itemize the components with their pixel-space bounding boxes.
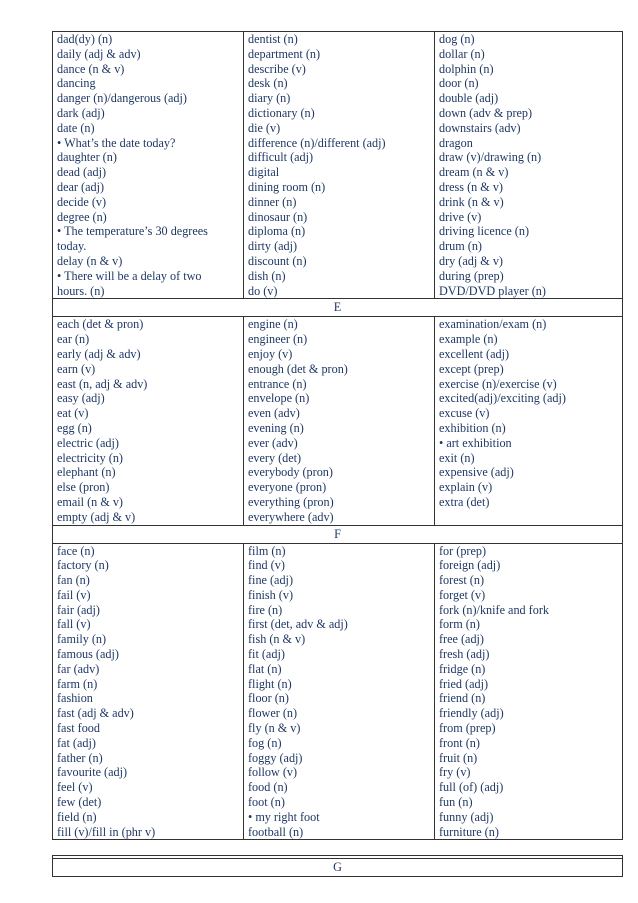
word-entry: empty (adj & v) xyxy=(57,509,136,524)
word-entry: fair (adj) xyxy=(57,602,100,617)
word-entry: daughter (n) xyxy=(57,150,117,165)
word-entry: fit (adj) xyxy=(248,647,285,662)
word-entry: floor (n) xyxy=(248,691,289,706)
word-entry: double (adj) xyxy=(439,91,499,106)
word-entry: degree (n) xyxy=(57,209,107,224)
word-entry: describe (v) xyxy=(248,61,306,76)
word-entry: dancing xyxy=(57,76,96,91)
word-entry: • What’s the date today? xyxy=(57,135,176,150)
word-column xyxy=(243,317,434,524)
word-entry: exercise (n)/exercise (v) xyxy=(439,376,557,391)
word-entry: delay (n & v) xyxy=(57,253,123,268)
word-entry: everybody (pron) xyxy=(248,465,333,480)
letter-heading-f: F xyxy=(334,526,341,541)
word-entry: do (v) xyxy=(248,283,278,298)
word-entry: engineer (n) xyxy=(248,332,308,347)
word-entry: field (n) xyxy=(57,809,97,824)
word-entry: dish (n) xyxy=(248,268,286,283)
word-entry: fashion xyxy=(57,691,93,706)
word-entry: die (v) xyxy=(248,120,281,135)
word-entry: dark (adj) xyxy=(57,105,105,120)
word-entry: exhibition (n) xyxy=(439,420,506,435)
word-entry: difficult (adj) xyxy=(248,150,314,165)
word-entry: electric (adj) xyxy=(57,435,119,450)
word-entry: fork (n)/knife and fork xyxy=(439,602,549,617)
word-entry: decide (v) xyxy=(57,194,107,209)
word-entry: form (n) xyxy=(439,617,480,632)
word-entry: face (n) xyxy=(57,543,95,558)
word-entry: dolphin (n) xyxy=(439,61,494,76)
letter-heading-e: E xyxy=(333,300,342,315)
word-entry: famous (adj) xyxy=(57,647,119,662)
word-entry: family (n) xyxy=(57,632,107,647)
word-entry: finish (v) xyxy=(248,587,294,602)
word-entry: down (adv & prep) xyxy=(439,105,533,120)
word-entry: from (prep) xyxy=(439,721,496,736)
word-entry: ear (n) xyxy=(57,332,90,347)
word-entry: fun (n) xyxy=(439,795,473,810)
word-entry: flight (n) xyxy=(248,676,292,691)
word-entry: funny (adj) xyxy=(439,809,494,824)
word-entry: farm (n) xyxy=(57,676,98,691)
word-entry: dry (adj & v) xyxy=(439,253,503,268)
word-entry: evening (n) xyxy=(248,420,304,435)
word-row xyxy=(53,316,622,524)
word-entry: foot (n) xyxy=(248,795,285,810)
word-entry: dance (n & v) xyxy=(57,61,125,76)
word-entry: example (n) xyxy=(439,332,498,347)
word-entry: egg (n) xyxy=(57,420,92,435)
word-entry: for (prep) xyxy=(439,543,487,558)
word-entry: dream (n & v) xyxy=(439,165,509,180)
word-entry: fish (n & v) xyxy=(248,632,306,647)
word-entry: engine (n) xyxy=(248,317,298,332)
word-entry: elephant (n) xyxy=(57,465,116,480)
word-entry: fill (v)/fill in (phr v) xyxy=(57,824,156,839)
word-entry: flat (n) xyxy=(248,661,282,676)
word-entry: friend (n) xyxy=(439,691,486,706)
word-entry: few (det) xyxy=(57,795,102,810)
word-entry: door (n) xyxy=(439,76,479,91)
word-entry: desk (n) xyxy=(248,76,288,91)
word-entry: entrance (n) xyxy=(248,376,307,391)
word-entry: excellent (adj) xyxy=(439,346,510,361)
word-column xyxy=(53,317,243,524)
word-entry: foreign (adj) xyxy=(439,558,501,573)
word-entry: fat (adj) xyxy=(57,735,96,750)
word-entry: else (pron) xyxy=(57,480,110,495)
word-entry: friendly (adj) xyxy=(439,706,504,721)
vocabulary-table xyxy=(52,31,623,840)
word-entry: dog (n) xyxy=(439,32,475,46)
word-entry: • art exhibition xyxy=(439,435,512,450)
word-entry: full (of) (adj) xyxy=(439,780,504,795)
word-entry: email (n & v) xyxy=(57,494,123,509)
word-entry: dining room (n) xyxy=(248,179,326,194)
word-entry: dinner (n) xyxy=(248,194,297,209)
letter-row xyxy=(53,525,622,543)
word-entry: everywhere (adv) xyxy=(248,509,334,524)
word-entry: fried (adj) xyxy=(439,676,489,691)
word-entry: • my right foot xyxy=(248,809,320,824)
word-entry: free (adj) xyxy=(439,632,484,647)
word-entry: fire (n) xyxy=(248,602,283,617)
word-entry: front (n) xyxy=(439,735,480,750)
word-column xyxy=(434,544,622,840)
word-column xyxy=(434,32,622,298)
word-entry: furniture (n) xyxy=(439,824,499,839)
word-entry: digital xyxy=(248,165,280,180)
word-entry: dentist (n) xyxy=(248,32,298,46)
word-entry: dad(dy) (n) xyxy=(57,32,113,46)
word-entry: extra (det) xyxy=(439,494,490,509)
word-entry: fresh (adj) xyxy=(439,647,490,662)
word-entry: excuse (v) xyxy=(439,406,490,421)
word-entry: dress (n & v) xyxy=(439,179,503,194)
word-entry: drum (n) xyxy=(439,239,482,254)
word-entry: each (det & pron) xyxy=(57,317,144,332)
word-entry: diary (n) xyxy=(248,91,291,106)
word-entry: find (v) xyxy=(248,558,285,573)
word-entry: except (prep) xyxy=(439,361,504,376)
word-entry: father (n) xyxy=(57,750,103,765)
word-entry: favourite (adj) xyxy=(57,765,128,780)
word-entry xyxy=(439,510,622,525)
word-entry: forest (n) xyxy=(439,573,485,588)
word-entry: fog (n) xyxy=(248,735,282,750)
word-entry: during (prep) xyxy=(439,268,504,283)
word-entry: date (n) xyxy=(57,120,95,135)
word-entry: fast (adj & adv) xyxy=(57,706,134,721)
word-entry: flower (n) xyxy=(248,706,298,721)
word-entry: first (det, adv & adj) xyxy=(248,617,348,632)
word-entry: daily (adj & adv) xyxy=(57,46,141,61)
word-column xyxy=(53,32,243,298)
word-entry: dragon xyxy=(439,135,473,150)
word-entry: drink (n & v) xyxy=(439,194,504,209)
word-row xyxy=(53,32,622,298)
word-entry: • There will be a delay of two xyxy=(57,268,202,283)
word-entry: dead (adj) xyxy=(57,165,107,180)
word-entry: food (n) xyxy=(248,780,288,795)
word-entry: early (adj & adv) xyxy=(57,346,141,361)
word-entry: feel (v) xyxy=(57,780,93,795)
word-entry: today. xyxy=(57,239,87,254)
word-entry: earn (v) xyxy=(57,361,96,376)
word-entry: east (n, adj & adv) xyxy=(57,376,148,391)
word-entry: foggy (adj) xyxy=(248,750,303,765)
word-entry: expensive (adj) xyxy=(439,465,514,480)
word-entry: enough (det & pron) xyxy=(248,361,348,376)
word-entry: difference (n)/different (adj) xyxy=(248,135,386,150)
word-entry: fruit (n) xyxy=(439,750,478,765)
word-entry: drive (v) xyxy=(439,209,482,224)
word-entry: examination/exam (n) xyxy=(439,317,547,332)
word-entry: electricity (n) xyxy=(57,450,123,465)
word-entry: discount (n) xyxy=(248,253,307,268)
word-entry: fan (n) xyxy=(57,573,90,588)
word-entry: everything (pron) xyxy=(248,494,334,509)
word-entry: draw (v)/drawing (n) xyxy=(439,150,542,165)
word-entry: follow (v) xyxy=(248,765,298,780)
word-entry: forget (v) xyxy=(439,587,486,602)
word-entry: even (adv) xyxy=(248,406,300,421)
letter-heading-g: G xyxy=(333,860,342,874)
word-entry: easy (adj) xyxy=(57,391,105,406)
word-column xyxy=(434,317,622,524)
word-entry: fine (adj) xyxy=(248,573,294,588)
word-entry: every (det) xyxy=(248,450,302,465)
word-column xyxy=(243,544,434,840)
word-entry: everyone (pron) xyxy=(248,480,327,495)
word-entry: dear (adj) xyxy=(57,179,105,194)
word-entry: ever (adv) xyxy=(248,435,298,450)
word-entry: • The temperature’s 30 degrees xyxy=(57,224,208,239)
word-entry: exit (n) xyxy=(439,450,475,465)
word-entry: DVD/DVD player (n) xyxy=(439,283,546,298)
letter-row xyxy=(53,298,622,316)
word-entry: fry (v) xyxy=(439,765,471,780)
word-entry: dollar (n) xyxy=(439,46,485,61)
word-entry: fast food xyxy=(57,721,100,736)
word-entry: danger (n)/dangerous (adj) xyxy=(57,91,187,106)
word-entry: eat (v) xyxy=(57,406,89,421)
word-column xyxy=(243,32,434,298)
word-entry: downstairs (adv) xyxy=(439,120,521,135)
word-entry: football (n) xyxy=(248,824,304,839)
word-entry: dictionary (n) xyxy=(248,105,315,120)
word-column xyxy=(53,544,243,840)
word-entry: film (n) xyxy=(248,543,286,558)
word-entry: diploma (n) xyxy=(248,224,306,239)
word-entry: envelope (n) xyxy=(248,391,310,406)
word-entry: factory (n) xyxy=(57,558,109,573)
vocabulary-table-next xyxy=(52,855,623,877)
word-entry: fail (v) xyxy=(57,587,91,602)
word-entry: enjoy (v) xyxy=(248,346,293,361)
word-entry: department (n) xyxy=(248,46,321,61)
word-row xyxy=(53,543,622,840)
word-entry: fly (n & v) xyxy=(248,721,301,736)
word-entry: explain (v) xyxy=(439,480,493,495)
word-entry: hours. (n) xyxy=(57,283,105,298)
word-entry: dinosaur (n) xyxy=(248,209,308,224)
word-entry: driving licence (n) xyxy=(439,224,530,239)
letter-row xyxy=(53,858,622,876)
word-entry: far (adv) xyxy=(57,661,100,676)
word-entry: fall (v) xyxy=(57,617,91,632)
word-entry: fridge (n) xyxy=(439,661,486,676)
word-entry: excited(adj)/exciting (adj) xyxy=(439,391,566,406)
word-entry: dirty (adj) xyxy=(248,239,298,254)
